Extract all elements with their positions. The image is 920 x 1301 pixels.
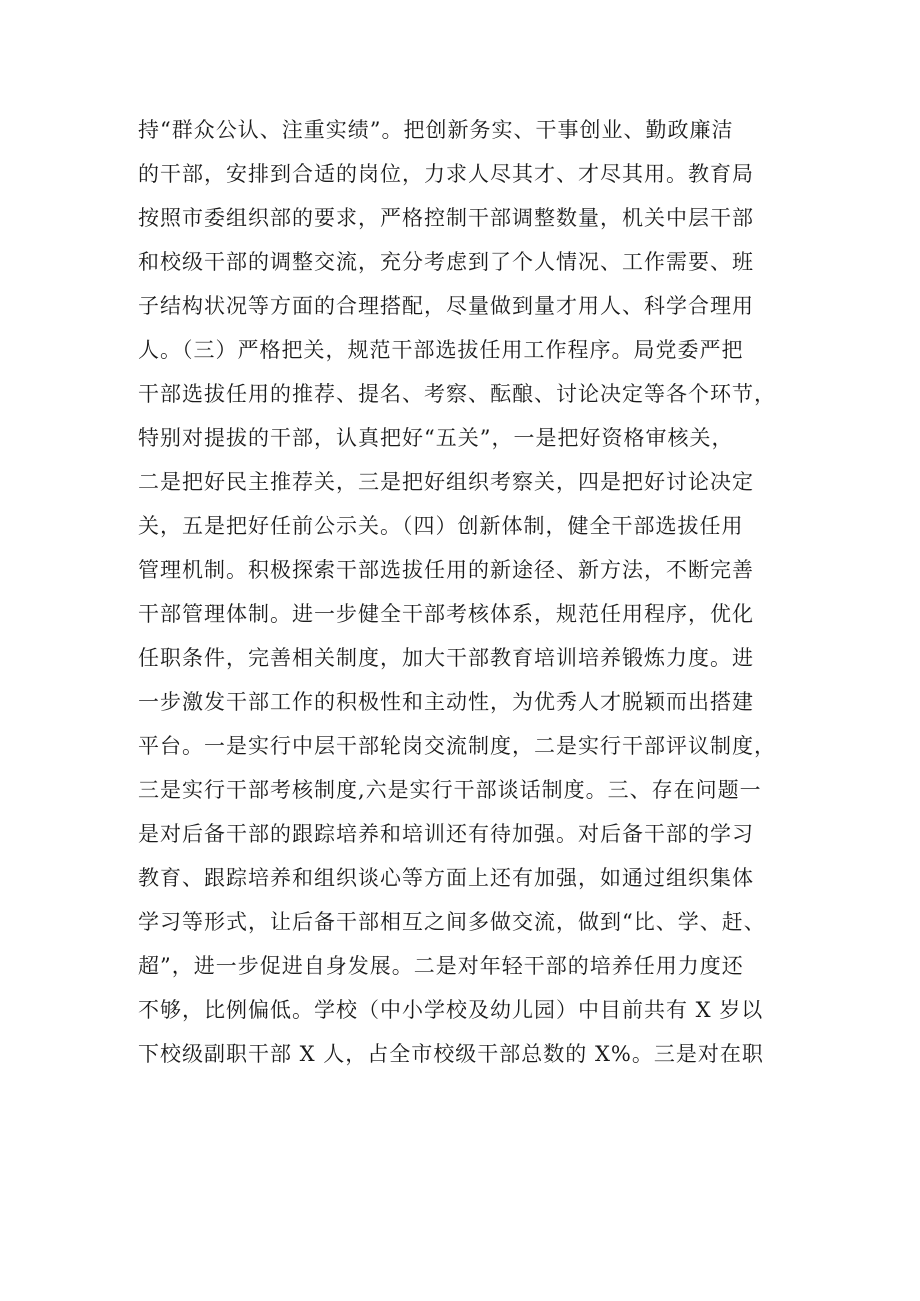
text-line: 干部管理体制。进一步健全干部考核体系，规范任用程序，优化 — [138, 602, 754, 626]
text-line: 三是实行干部考核制度,六是实行干部谈话制度。三、存在问题一 — [138, 778, 762, 802]
text-line: 持“群众公认、注重实绩”。把创新务实、干事创业、勤政廉洁 — [138, 118, 734, 142]
text-line: 人。（三）严格把关，规范干部选拔任用工作程序。局党委严把 — [138, 338, 744, 362]
text-line: 不够，比例偏低。学校（中小学校及幼儿园）中目前共有 X 岁以 — [138, 998, 764, 1022]
text-line: 二是把好民主推荐关，三是把好组织考察关，四是把好讨论决定 — [138, 470, 754, 494]
text-line: 的干部，安排到合适的岗位，力求人尽其才、才尽其用。教育局 — [138, 162, 754, 186]
text-line: 和校级干部的调整交流，充分考虑到了个人情况、工作需要、班 — [138, 250, 754, 274]
text-line: 关，五是把好任前公示关。（四）创新体制，健全干部选拔任用 — [138, 514, 744, 538]
text-line: 学习等形式，让后备干部相互之间多做交流，做到“比、学、赶、 — [138, 910, 766, 934]
text-line: 教育、跟踪培养和组织谈心等方面上还有加强，如通过组织集体 — [138, 866, 754, 890]
text-line: 子结构状况等方面的合理搭配，尽量做到量才用人、科学合理用 — [138, 294, 754, 318]
body-text — [138, 108, 798, 1076]
text-line: 平台。一是实行中层干部轮岗交流制度，二是实行干部评议制度， — [138, 734, 776, 758]
text-line: 管理机制。积极探索干部选拔任用的新途径、新方法，不断完善 — [138, 558, 754, 582]
text-line: 干部选拔任用的推荐、提名、考察、酝酿、讨论决定等各个环节， — [138, 382, 776, 406]
text-line: 任职条件，完善相关制度，加大干部教育培训培养锻炼力度。进 — [138, 646, 754, 670]
text-line: 超”，进一步促进自身发展。二是对年轻干部的培养任用力度还 — [138, 954, 744, 978]
text-line: 是对后备干部的跟踪培养和培训还有待加强。对后备干部的学习 — [138, 822, 754, 846]
text-line: 特别对提拔的干部，认真把好“五关”，一是把好资格审核关， — [138, 426, 734, 450]
text-line: 按照市委组织部的要求，严格控制干部调整数量，机关中层干部 — [138, 206, 754, 230]
text-line: 下校级副职干部 X 人，占全市校级干部总数的 X%。三是对在职 — [138, 1042, 764, 1066]
text-line: 一步激发干部工作的积极性和主动性，为优秀人才脱颖而出搭建 — [138, 690, 754, 714]
